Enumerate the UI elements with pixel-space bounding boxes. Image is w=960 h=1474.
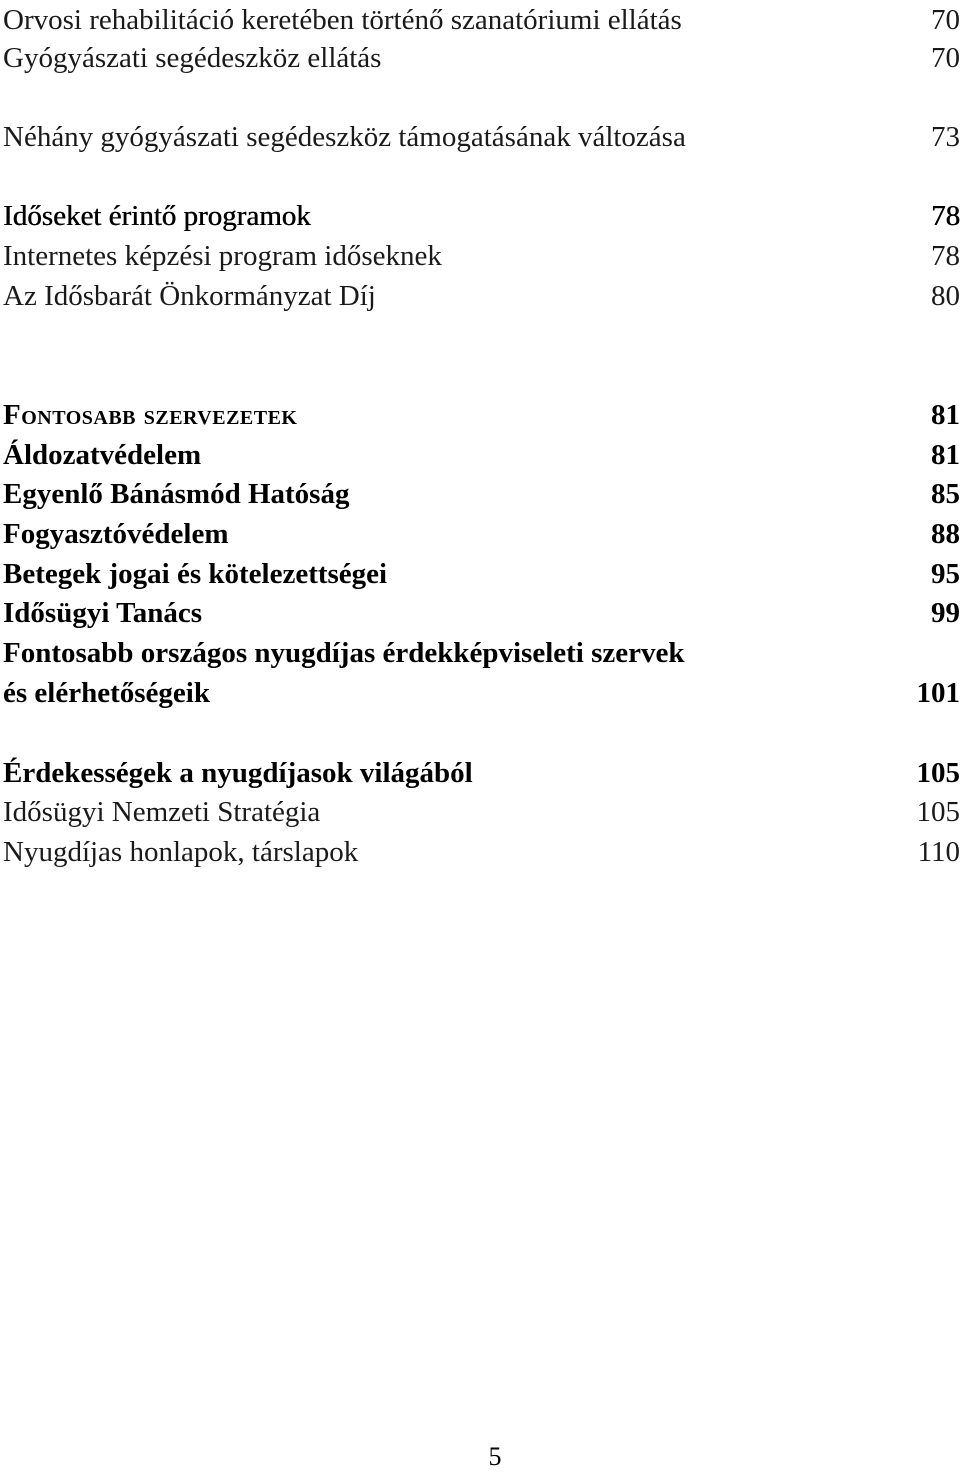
toc-entry-page: 105 (916, 757, 960, 789)
toc-entry-page: 95 (931, 558, 960, 590)
toc-entry-page: 88 (931, 518, 960, 550)
toc-entry (3, 117, 960, 157)
toc-entry-title: Gyógyászati segédeszköz ellátás (3, 42, 382, 74)
toc-entry-title: Érdekességek a nyugdíjasok világából (3, 757, 473, 789)
toc-entry-title: Néhány gyógyászati segédeszköz támogatásának változása (3, 121, 686, 153)
toc-entry-page: 81 (931, 399, 960, 431)
toc-entry-title: Fontosabb szervezetek (3, 399, 298, 431)
toc-entry-title: Idősügyi Nemzeti Stratégia (3, 796, 321, 828)
toc-entry-title: és elérhetőségeik (3, 677, 210, 709)
toc-entry-page: 99 (931, 597, 960, 629)
toc-entry (3, 832, 960, 872)
toc-entry (3, 514, 960, 554)
toc-section-heading (3, 395, 960, 435)
toc-entry-title: Fontosabb országos nyugdíjas érdekképviseleti szervek (3, 637, 685, 669)
toc-entry-page: 78 (931, 240, 960, 272)
toc-entry (3, 474, 960, 514)
toc-entry-title: Egyenlő Bánásmód Hatóság (3, 478, 350, 510)
toc-entry-page: 80 (931, 280, 960, 312)
toc-entry-page: 110 (917, 836, 960, 868)
toc-entry-title: Betegek jogai és kötelezettségei (3, 558, 388, 590)
toc-entry-page: 105 (916, 796, 960, 828)
toc-entry-page: 70 (931, 42, 960, 74)
toc-entry (3, 554, 960, 594)
toc-entry-page: 85 (931, 478, 960, 510)
toc-entry (3, 435, 960, 475)
toc-entry-title: Nyugdíjas honlapok, társlapok (3, 836, 359, 868)
toc-entry-page: 101 (916, 677, 960, 709)
toc-entry-page: 78 (931, 200, 960, 232)
toc-entry-title: Az Idősbarát Önkormányzat Díj (3, 280, 376, 312)
page-number: 5 (488, 1442, 502, 1471)
toc-entry (3, 792, 960, 832)
toc-entry (3, 593, 960, 633)
toc-entry-title: Időseket érintő programok (3, 200, 311, 232)
toc-section-heading (3, 196, 960, 236)
toc-entry-title: Orvosi rehabilitáció keretében történő szanatóriumi ellátás (3, 4, 682, 36)
toc-entry (3, 236, 960, 276)
toc-entry-title: Áldozatvédelem (3, 439, 202, 471)
toc-entry (3, 0, 960, 40)
toc-entry-page: 81 (931, 439, 960, 471)
toc-entry (3, 633, 960, 673)
toc-entry-title: Fogyasztóvédelem (3, 518, 229, 550)
toc-entry (3, 673, 960, 713)
toc-entry-title: Idősügyi Tanács (3, 597, 203, 629)
toc-entry-title: Internetes képzési program időseknek (3, 240, 442, 272)
toc-entry (3, 276, 960, 316)
toc-entry-page: 73 (931, 121, 960, 153)
toc-entry-page: 70 (931, 4, 960, 36)
toc-entry (3, 38, 960, 78)
toc-section-heading (3, 753, 960, 793)
